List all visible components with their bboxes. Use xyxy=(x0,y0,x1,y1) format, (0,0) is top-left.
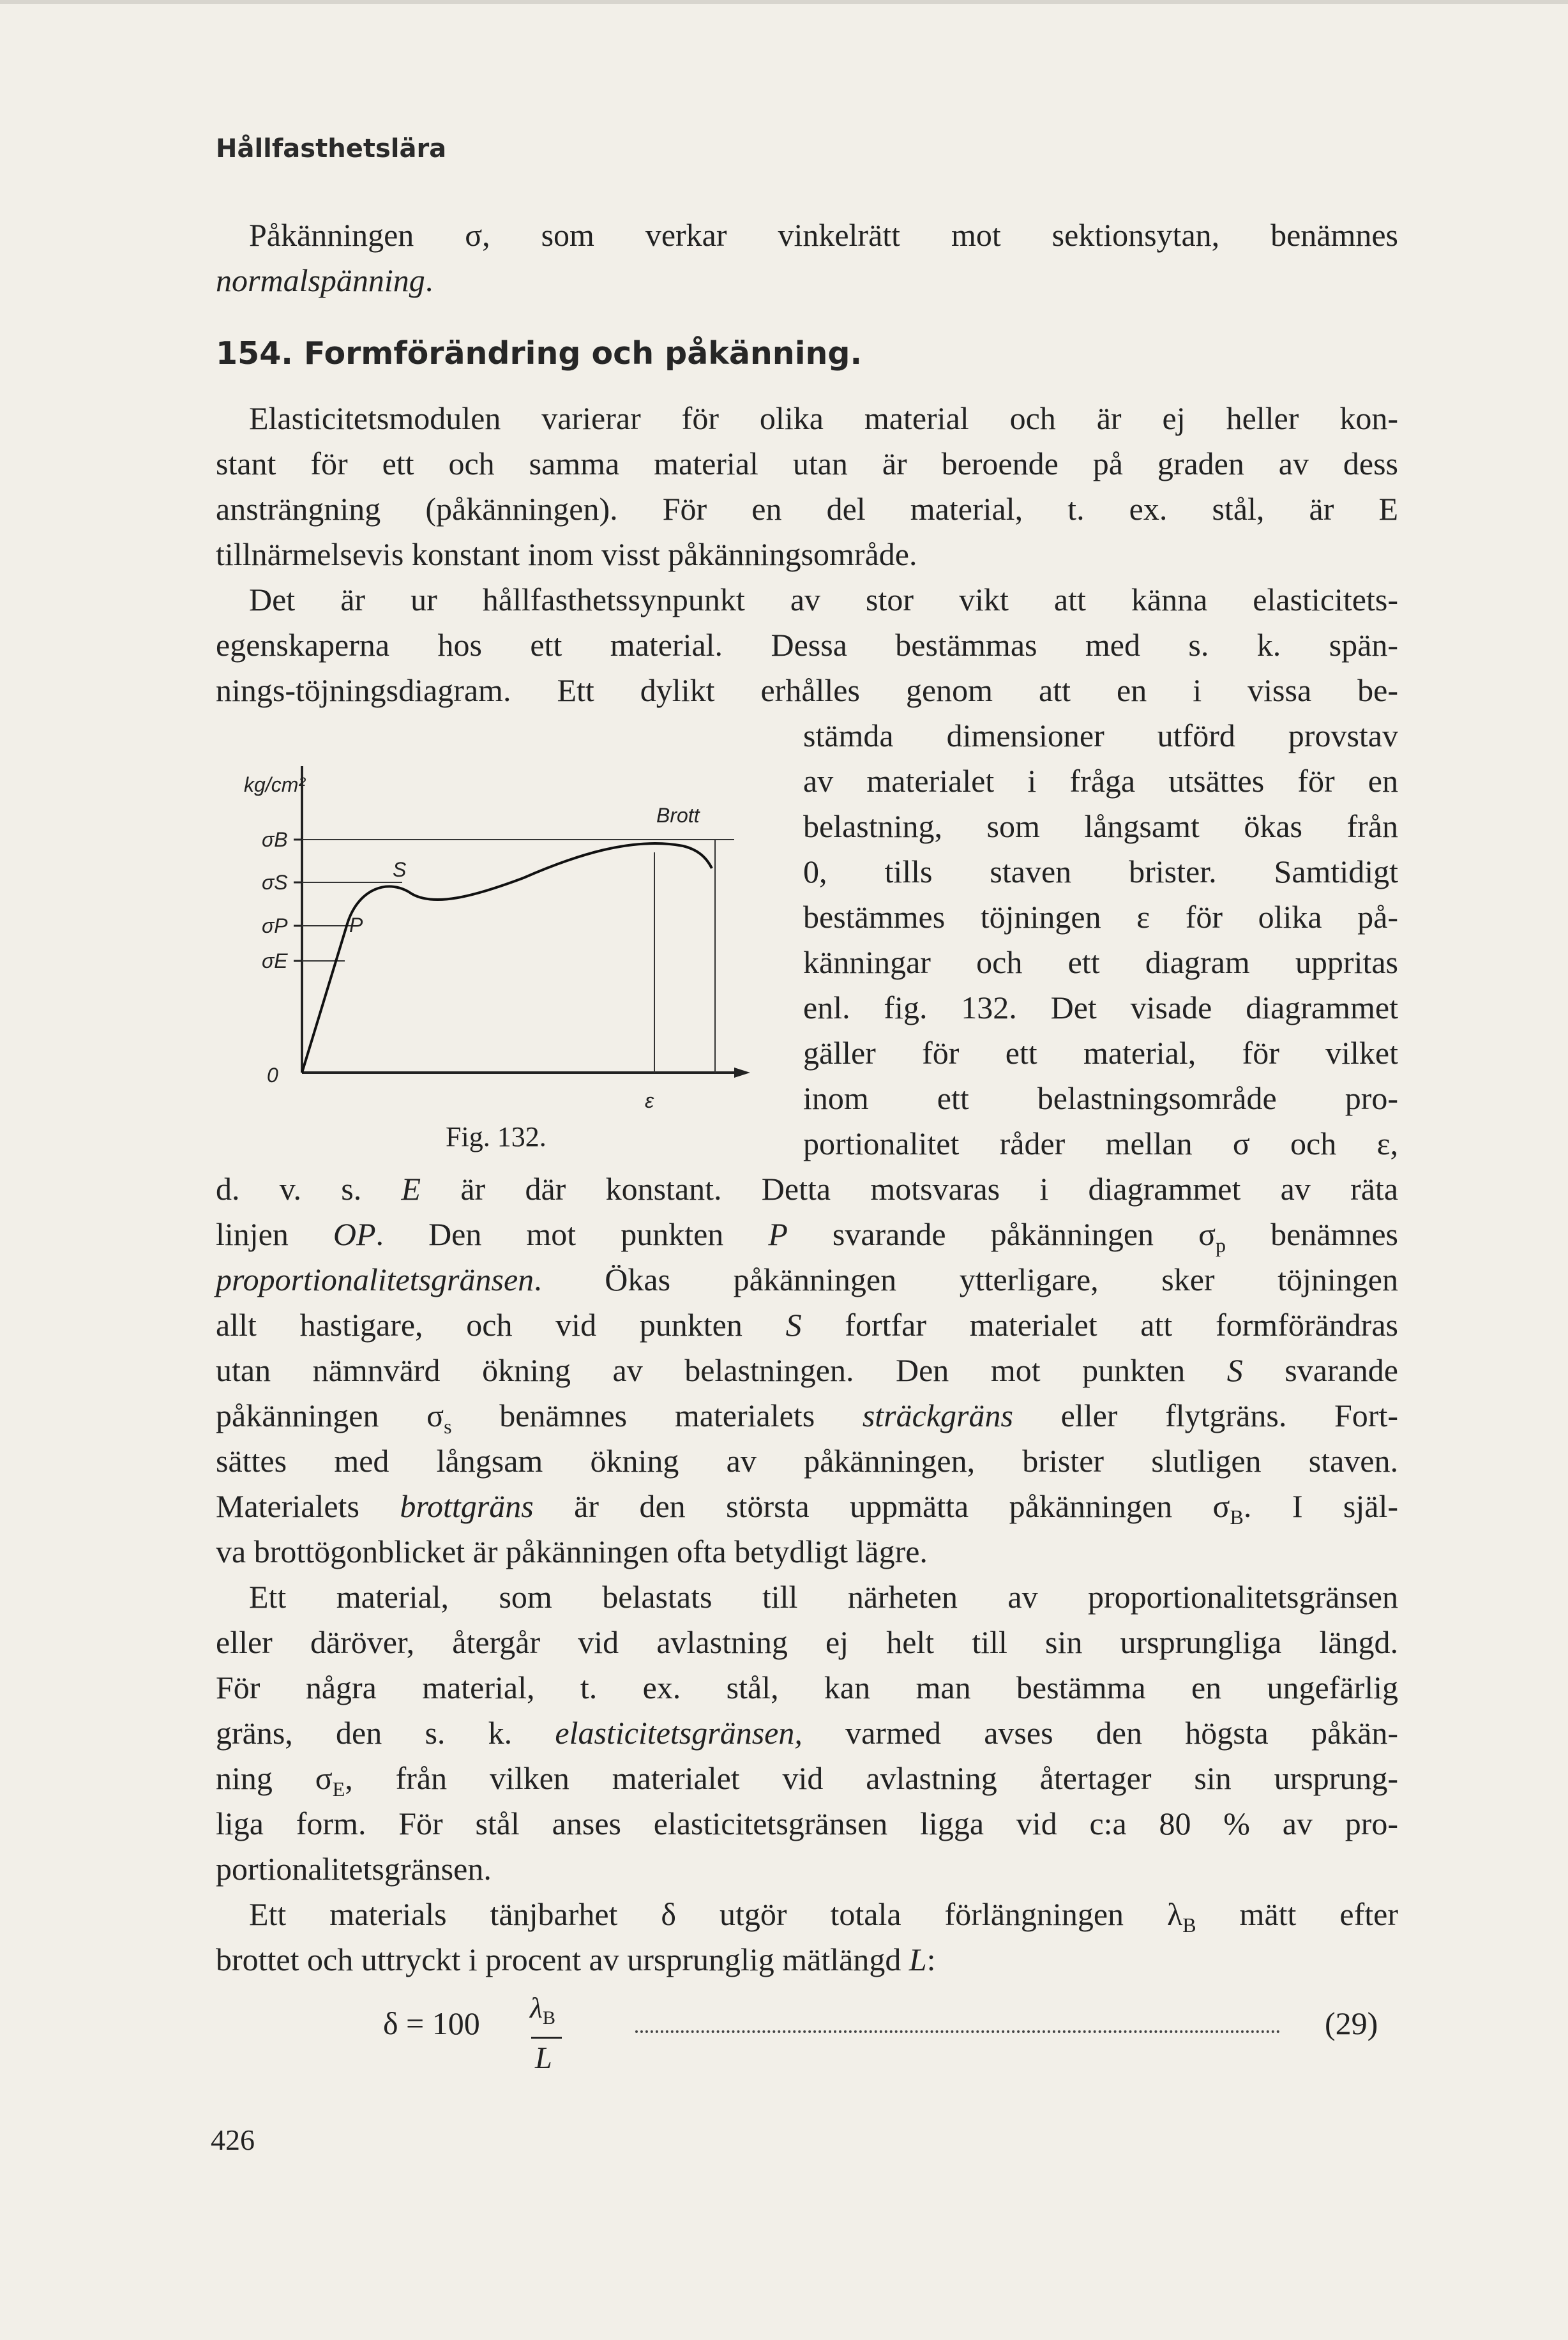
equation-denominator: L xyxy=(535,2041,552,2075)
text-line: Det är ur hållfasthetssynpunkt av stor vikt att känna elasticitets- xyxy=(249,582,1398,617)
text-line: stant för ett och samma material utan är beroende på graden av dess xyxy=(216,446,1398,481)
fraction-bar xyxy=(531,2037,562,2039)
text-line: proportionalitetsgränsen. Ökas påkänningen ytterligare, sker töjningen xyxy=(216,1262,1398,1297)
text-line: brottet och uttryckt i procent av ursprunglig mätlängd L: xyxy=(216,1942,936,1977)
equation-numerator: $\lambda_B$ xyxy=(530,1991,555,2029)
text-line: gräns, den s. k. elasticitetsgränsen, varmed avses den högsta påkän- xyxy=(216,1715,1399,1751)
text-line: allt hastigare, och vid punkten S fortfar materialet att formförändras xyxy=(216,1307,1398,1343)
point-s-label: S xyxy=(393,858,407,881)
text-line: liga form. För stål anses elasticitetsgränsen ligga vid c:a 80 % av pro- xyxy=(216,1806,1398,1841)
sigma-e-label: σE xyxy=(262,949,288,972)
brott-label: Brott xyxy=(656,804,700,827)
section-heading: 154. Formförändring och påkänning. xyxy=(216,335,863,372)
text-line: påkänningen $\sigma_s$ benämnes materialets sträckgräns eller flytgräns. Fort- xyxy=(216,1398,1398,1438)
text-line: normalspänning. xyxy=(216,262,433,298)
text-line: va brottögonblicket är påkänningen ofta betydligt lägre. xyxy=(216,1534,928,1569)
text-line: ansträngning (påkänningen). För en del material, t. ex. stål, är E xyxy=(216,491,1398,527)
equation-leader-dots xyxy=(635,2030,1280,2033)
text-line: eller däröver, återgår vid avlastning ej helt till sin ursprungliga längd. xyxy=(216,1624,1398,1660)
text-line: utan nämnvärd ökning av belastningen. Den mot punkten S svarande xyxy=(216,1352,1398,1388)
text-line: Påkänningen σ, som verkar vinkelrätt mot sektionsytan, benämnes xyxy=(249,217,1398,253)
term-normalspanning: normalspänning xyxy=(216,262,425,298)
equation-lhs: δ = 100 xyxy=(383,2005,480,2041)
running-head: Hållfasthetslära xyxy=(216,134,447,163)
sigma-s-label: σS xyxy=(262,871,288,894)
text-line: enl. fig. 132. Det visade diagrammet xyxy=(803,990,1398,1025)
text-line: bestämmes töjningen ε för olika på- xyxy=(803,899,1398,935)
text-line: portionalitetsgränsen. xyxy=(216,1851,492,1887)
page-number: 426 xyxy=(211,2124,255,2156)
text-line: d. v. s. E är där konstant. Detta motsvaras i diagrammet av räta xyxy=(216,1171,1399,1207)
text-line: av materialet i fråga utsättes för en xyxy=(803,763,1398,799)
figure-caption: Fig. 132. xyxy=(446,1121,547,1152)
text-line: nings-töjningsdiagram. Ett dylikt erhålles genom att en i vissa be- xyxy=(216,672,1398,708)
text-line: sättes med långsam ökning av påkänningen, brister slutligen staven. xyxy=(216,1443,1398,1479)
text-line: Elasticitetsmodulen varierar för olika material och är ej heller kon- xyxy=(249,400,1398,436)
text-line: känningar och ett diagram uppritas xyxy=(803,944,1398,980)
text-line: För några material, t. ex. stål, kan man bestämma en ungefärlig xyxy=(216,1670,1398,1705)
text-line: gäller för ett material, för vilket xyxy=(803,1035,1398,1071)
sigma-b-label: σB xyxy=(262,828,288,851)
text-line: Materialets brottgräns är den största uppmätta påkänningen $\sigma_B$. I själ- xyxy=(216,1488,1399,1529)
stress-strain-diagram xyxy=(243,741,779,1112)
point-p-label: P xyxy=(349,914,363,937)
sigma-p-label: σP xyxy=(262,914,288,937)
top-edge-line xyxy=(0,0,1568,4)
text-line: linjen OP. Den mot punkten P svarande påkänningen $\sigma_p$ benämnes xyxy=(216,1216,1398,1257)
text-line: belastning, som långsamt ökas från xyxy=(803,808,1398,844)
y-unit-label: kg/cm² xyxy=(244,773,305,796)
text-line: egenskaperna hos ett material. Dessa bestämmas med s. k. spän- xyxy=(216,627,1398,663)
epsilon-label: ε xyxy=(645,1089,654,1112)
text-line: inom ett belastningsområde pro- xyxy=(803,1080,1398,1116)
text-line: stämda dimensioner utförd provstav xyxy=(803,718,1398,753)
text-line: Ett materials tänjbarhet δ utgör totala förlängningen $\lambda_B$ mätt efter xyxy=(249,1896,1398,1936)
text-line: 0, tills staven brister. Samtidigt xyxy=(803,854,1398,889)
text-line: portionalitet råder mellan σ och ε, xyxy=(803,1126,1398,1161)
equation-number: (29) xyxy=(1325,2005,1378,2041)
origin-label: 0 xyxy=(267,1064,278,1087)
x-axis-arrow xyxy=(734,1068,750,1078)
text-line: Ett material, som belastats till närheten av proportionalitetsgränsen xyxy=(249,1579,1398,1615)
text-line: tillnärmelsevis konstant inom visst påkänningsområde. xyxy=(216,536,917,572)
stress-strain-curve xyxy=(302,843,712,1073)
text-line: ning $\sigma_E$, från vilken materialet vid avlastning återtager sin ursprung- xyxy=(216,1760,1398,1800)
